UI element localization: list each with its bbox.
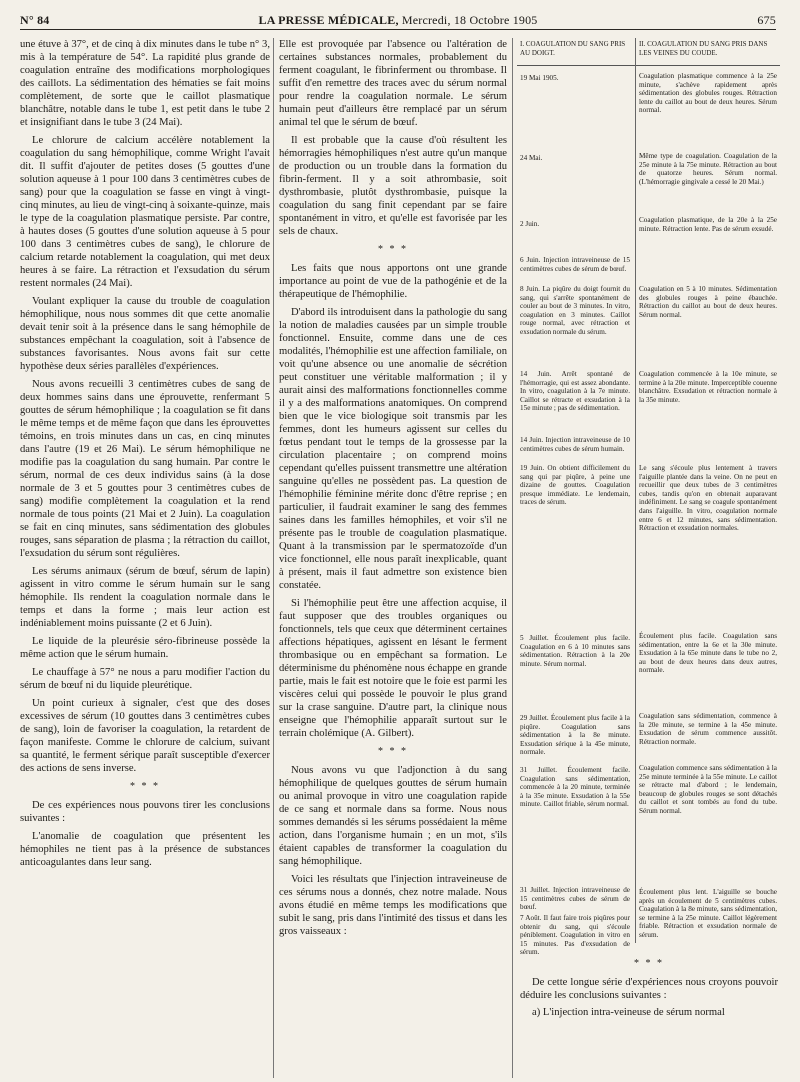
table-cell-left: 5 Juillet. Écoulement plus facile. Coagulation en 6 à 10 minutes sans sédimentation. Rétraction à la 20e minute. Sérum normal.: [520, 634, 630, 668]
page-number: 675: [757, 13, 776, 27]
paragraph: Nous avons vu que l'adjonction à du sang hémophilique de quelques gouttes de sérum humain ou animal provoque in vitro une coagulation rapide de ce sang et normale dans sa forme. Nous nous sommes demandés si les sérums possédaient la même action, dans l'organisme humain ; en un mot, s'ils étaient capables de transformer la coagulation du sang hémophilique.: [279, 765, 507, 867]
column-divider: [512, 38, 513, 1078]
table-header-finger: I. COAGULATION DU SANG PRIS AU DOIGT.: [520, 40, 626, 57]
paragraph: Le liquide de la pleurésie séro-fibrineuse possède la même action que le sérum humain.: [20, 636, 270, 660]
table-cell-right: Coagulation en 5 à 10 minutes. Sédimentation des globules rouges à peine ébauchée. Rétraction du caillot au bout de deux heures. Sérum normal.: [639, 285, 777, 319]
journal-name: LA PRESSE MÉDICALE,: [258, 13, 399, 27]
table-cell-left: 8 Juin. La piqûre du doigt fournit du sang, qui s'arrête spontanément de couler au bout de 3 minutes. In vitro, coagulation en 3 minutes. Caillot rouge normal, avec rétraction et exsudation normale du sérum.: [520, 285, 630, 336]
table-cell-left: 29 Juillet. Écoulement plus facile à la piqûre. Coagulation sans sédimentation à la 8e minute. Exsudation sérique à la 45e minute, normale.: [520, 714, 630, 757]
section-separator: * * *: [130, 781, 160, 792]
table-cell-right: Coagulation commencée à la 10e minute, se termine à la 20e minute. Imperceptible couenne blanchâtre. Exsudation et rétraction normale à la 35e minute.: [639, 370, 777, 404]
paragraph: Un point curieux à signaler, c'est que des doses excessives de sérum (10 gouttes dans 3 centimètres cubes de sang), loin de favoriser la coagulation, la retardent de façon manifeste. Comme le chlorure de calcium, suivant sa quantité, le ferment sérique paraît susceptible d'exercer des actions de sens inverse.: [20, 698, 270, 774]
paragraph: De ces expériences nous pouvons tirer les conclusions suivantes :: [20, 800, 270, 824]
paragraph: Le chauffage à 57° ne nous a paru modifier l'action du sérum de bœuf ni du liquide pleurétique.: [20, 667, 270, 691]
issue-date: Mercredi, 18 Octobre 1905: [398, 13, 538, 27]
paragraph: Nous avons recueilli 3 centimètres cubes de sang de deux hommes sains dans une éprouvette, renfermant 5 gouttes de sérum hémophilique ; la coagulation se fit dans le même temps et de même façon que dans les éprouvettes témoins, en trois minutes dans un cas, en cinq minutes dans l'autre (19 et 26 Mai). Le sérum hémophilique ne modifie pas la coagulation du sang humain. Par contre le sérum, normal de ces deux individus sains (à la dose normale de 3 et 5 gouttes pour 3 centimètres cubes de sang) modifie complètement la coagulation et la rend normale de tous points (21 Mai et 2 Juin). La coagulation se fait en cinq minutes, sans sédimentation des globules rouges, sans séparation de plasma ; la rétraction du caillot, l'exsudation du sérum sont régulières.: [20, 379, 270, 559]
table-header: [517, 38, 780, 66]
table-cell-right: Coagulation plasmatique, de la 20e à la 25e minute. Rétraction lente. Pas de sérum exsudé.: [639, 216, 777, 233]
section-separator: * * *: [378, 746, 408, 757]
table-cell-right: Écoulement plus lent. L'aiguille se bouche après un écoulement de 5 centimètres cubes. Coagulation à la 8e minute, sans sédimentation, se termine à la 25e minute. Caillot légèrement friable. Rétraction et exsudation normale de sérum.: [639, 888, 777, 939]
table-cell-left: 24 Mai.: [520, 154, 543, 162]
table-cell-left: 7 Août. Il faut faire trois piqûres pour obtenir du sang, qui s'écoule péniblement. Coagulation in vitro en 15 minutes. Pas d'exsudation de sérum.: [520, 914, 630, 957]
paragraph: Voulant expliquer la cause du trouble de coagulation hémophilique, nous nous sommes dit que cette anomalie devait tenir soit à la présence dans le sang hémophile de substances empêchant la coagulation, soit à l'absence de substances favorisantes. Nous avons fait sur cette hypothèse deux séries parallèles d'expériences.: [20, 296, 270, 372]
page-header: [20, 10, 776, 30]
section-separator: * * *: [634, 958, 664, 969]
paragraph: Le chlorure de calcium accélère notablement la coagulation du sang hémophilique, comme Wright l'avait dit. Il suffit d'ajouter de petites doses (5 gouttes d'une solution aqueuse à 1 pour 100 dans 3 centimètres cubes de sang) pour que la coagulation se fasse en vingt à vingt-cinq minutes, au lieu de vingt-cinq à soixante-quinze, mais le type de la coagulation plasmatique persiste. Par contre, à hautes doses (5 gouttes d'une solution aqueuse à 5 pour 100 dans 3 centimètres cubes de sang), le chlorure de calcium retarde notablement la coagulation, qui met deux heures à se faire. La rétraction et l'exsudation du sérum restent normales (24 Mai).: [20, 135, 270, 289]
text-column-2: [279, 38, 507, 1078]
table-cell-right: Coagulation commence sans sédimentation à la 25e minute terminée à la 55e minute. Le caillot se rétracte mal d'abord ; le lendemain, beaucoup de globules rouges se sont détachés du caillot et sont tombés au fond du tube. Sérum normal.: [639, 764, 777, 815]
paragraph: une étuve à 37°, et de cinq à dix minutes dans le tube n° 3, mis à la température de 54°. La rapidité plus grande de coagulation entraîne des modifications morphologiques des caillots. La sédimentation des hématies se fait moins complètement, de sorte que le caillot plasmatique blanchâtre, notable dans le tube 1, est petit dans le tube 2 et insignifiant dans le tube 3 (24 Mai).: [20, 39, 270, 128]
running-title: [20, 13, 776, 28]
table-header-vein: II. COAGULATION DU SANG PRIS DANS LES VEINES DU COUDE.: [639, 40, 768, 57]
table-cell-left: 6 Juin. Injection intraveineuse de 15 centimètres cubes de sérum de bœuf.: [520, 256, 630, 273]
paragraph: Voici les résultats que l'injection intraveineuse de ces sérums nous a donnés, chez notre malade. Nous avons étudié en même temps les modifications que subit le sang, pris dans l'intimité des tissus et dans les gros vaisseaux :: [279, 874, 507, 937]
conclusion-text: [520, 953, 778, 1023]
table-cell-right: Coagulation plasmatique commence à la 25e minute, s'achève rapidement après sédimentation des globules rouges. Rétraction lente du caillot au bout de deux heures. Sérum normal.: [639, 72, 777, 115]
table-cell-right: Coagulation sans sédimentation, commence à la 20e minute, se termine à la 45e minute. Exsudation de sérum commence aussitôt. Rétraction normale.: [639, 712, 777, 746]
paragraph: Si l'hémophilie peut être une affection acquise, il faut supposer que des troubles organiques ou fonctionnels, tels que ceux que déterminent certaines affections hépatiques, agissent en lésant le ferment thrombasique ou en empêchant sa formation. Le déterminisme du phénomène nous échappe en grande partie, mais le fait est notoire que le foie est parmi les viscères celui qui possède le pouvoir le plus grand sur la crase sanguine. D'autre part, la clinique nous enseigne que l'hémophilie apparaît surtout sur le terrain cholémique (A. Gilbert).: [279, 598, 507, 739]
observation-table: [517, 38, 780, 1078]
table-cell-left: 14 Juin. Injection intraveineuse de 10 centimètres cubes de sérum humain.: [520, 436, 630, 453]
paragraph: De cette longue série d'expériences nous croyons pouvoir déduire les conclusions suivantes :: [520, 977, 778, 1001]
paragraph: a) L'injection intra-veineuse de sérum normal: [532, 1007, 725, 1018]
table-cell-right: Le sang s'écoule plus lentement à travers l'aiguille plantée dans la veine. On ne peut en recueillir que deux tubes de 3 centimètres cubes, tandis qu'on en obtenait auparavant indéfiniment. Le sang se coagule spontanément dans l'aiguille. In vitro, coagulation normale entre 6 et 12 minutes, sans sédimentation. Rétraction et exsudation normales.: [639, 464, 777, 533]
table-cell-left: 19 Juin. On obtient difficilement du sang qui par piqûre, à peine une dizaine de gouttes. Coagulation presque immédiate. Le lendemain, traces de sérum.: [520, 464, 630, 507]
paragraph: Les faits que nous apportons ont une grande importance au point de vue de la pathogénie et de la thérapeutique de l'hémophilie.: [279, 263, 507, 300]
header-rule: [20, 29, 776, 30]
paragraph: L'anomalie de coagulation que présentent les hémophiles ne tient pas à la présence de substances anticoagulantes dans leur sang.: [20, 831, 270, 868]
text-column-1: [20, 38, 270, 1078]
paragraph: Il est probable que la cause d'où résultent les hémorragies hémophiliques n'est autre qu'un manque de production ou un trouble dans la formation du fibrin-ferment. Il y a soit athrombasie, soit dysthrombasie, plutôt dysthrombasie, puisque la coagulation du sang finit cependant par se faire spontanément in vitro, et qu'elle est favorisée par les sels de chaux.: [279, 135, 507, 237]
table-cell-left: 31 Juillet. Écoulement facile. Coagulation sans sédimentation, commencée à la 20 minute, terminée à la 35e minute. Exsudation à la 55e minute. Caillot friable, sérum normal.: [520, 766, 630, 809]
table-cell-left: 14 Juin. Arrêt spontané de l'hémorragie, qui est assez abondante. In vitro, coagulation à la 7e minute. Caillot se rétracte et exsudation à la 15e minute ; pas de sédimentation.: [520, 370, 630, 413]
table-cell-left: 19 Mai 1905.: [520, 74, 559, 82]
issue-number: N° 84: [20, 13, 50, 27]
section-separator: * * *: [378, 244, 408, 255]
paragraph: D'abord ils introduisent dans la pathologie du sang la notion de maladies causées par un simple trouble fonctionnel. Ensuite, comme dans une de ces modalités, l'hémophilie est une affection familiale, on voit qu'une absence ou une anomalie de sécrétion peut constituer une véritable malformation ; il y aurait ainsi des malformations fonctionnelles comme il y a des malformations anatomiques. On comprend bien que le vice biologique soit transmis par les femmes, dont les humeurs agissent sur celles du fœtus pendant tout le temps de la grossesse par la circulation placentaire ; on comprend moins cependant qu'elles puissent transmettre une altération sanguine qu'elles ne possèdent pas. La question de l'hémophilie féminine mérite donc d'être reprise ; en particulier, il faudrait examiner le sang des femmes saines dans les familles hémophiles, et voir s'il ne présente pas le trouble de coagulation plasmatique. Quant à la transmission par le spermatozoïde d'un vice fonctionnel, elle nous paraît inexplicable, quant à présent, mais il faut admettre son existence bien constatée.: [279, 307, 507, 591]
table-cell-left: 31 Juillet. Injection intraveineuse de 15 centimètres cubes de sérum de bœuf.: [520, 886, 630, 912]
paragraph: Elle est provoquée par l'absence ou l'altération de certaines substances normales, probablement du ferment coagulant, le fibrinferment ou thrombase. Il suffit d'en remettre des traces avec du sérum normal pour rendre la coagulation normale. Le sérum humain peut d'ailleurs être remplacé par un sérum animal tel que le sérum de bœuf.: [279, 39, 507, 128]
paragraph: Les sérums animaux (sérum de bœuf, sérum de lapin) agissent in vitro comme le sérum humain sur le sang hémophile. Ils rendent la coagulation normale dans le temps et dans la forme ; mais leur action est indéniablement moins puissante (2 et 6 Juin).: [20, 566, 270, 629]
table-body: [517, 66, 780, 957]
table-cell-left: 2 Juin.: [520, 220, 540, 228]
table-cell-right: Écoulement plus facile. Coagulation sans sédimentation, entre la 6e et la 30e minute. Exsudation à la 65e minute dans le tube no 2, au bout de deux heures dans deux autres, normale.: [639, 632, 777, 675]
column-divider: [273, 38, 274, 1078]
table-cell-right: Même type de coagulation. Coagulation de la 25e minute à la 75e minute. Rétraction au bout de quatorze heures. Sérum normal. (L'hémorragie gingivale a cessé le 20 Mai.): [639, 152, 777, 186]
